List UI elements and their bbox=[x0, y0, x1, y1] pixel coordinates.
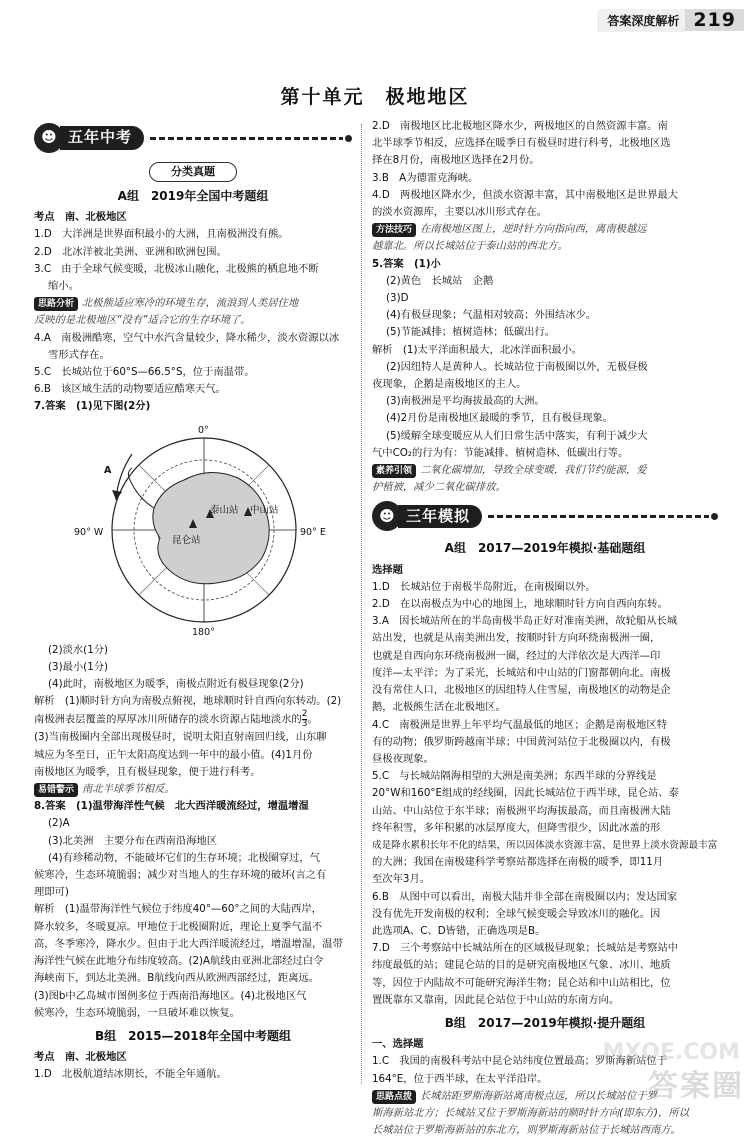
fraction-numerator: 2 bbox=[301, 709, 308, 720]
answer-line: 1.D 大洋洲是世界面积最小的大洲，且南极洲没有熊。 bbox=[34, 228, 289, 241]
analysis-line: 解析 (1)太平洋面积最大，北冰洋面积最小。 bbox=[372, 343, 583, 356]
left-column bbox=[34, 118, 352, 1084]
answer-line: 1.D 北极航道结冰期长，不能全年通航。 bbox=[34, 1068, 227, 1081]
answer-line: 7.D 三个考察站中长城站所在的区域极昼现象；长城站是考察站中 bbox=[372, 942, 679, 955]
banner-label: 五年中考 bbox=[60, 126, 144, 149]
answer-line: 的大洲；我国在南极建科学考察站都选择在南极的暖季，即11月 bbox=[372, 856, 664, 869]
map-label-taishan: 泰山站 bbox=[210, 504, 239, 516]
analysis-line: (5)缓解全球变暖应从人们日常生活中落实，有利于减少大 bbox=[386, 429, 648, 442]
group-title-a: A组 2017—2019年模拟·基础题组 bbox=[444, 541, 646, 556]
tip-badge: 思路点拨 bbox=[372, 1090, 416, 1104]
analysis-text: 南极洲表层覆盖的厚厚冰川所储存的淡水资源占陆地淡水的 bbox=[34, 713, 302, 726]
answer-line: 等，因位于内陆故不可能研究海洋生物；昆仑站和中山站相比，位 bbox=[372, 976, 671, 989]
analysis-line: 解析 (1)顺时针方向为南极点俯视，地球顺时针自西向东转动。(2) bbox=[34, 695, 342, 708]
answer-line: 5.答案 (1)小 bbox=[372, 257, 441, 270]
answer-line: 164°E，位于西半球，在太平洋沿岸。 bbox=[372, 1072, 548, 1085]
answer-line: 至次年3月。 bbox=[372, 873, 431, 886]
tip-text: 长城站距罗斯海新站离南极点远，所以长城站位于罗 bbox=[420, 1089, 657, 1102]
answer-line: (5)节能减排；植树造林；低碳出行。 bbox=[386, 326, 556, 339]
answer-line: (3)北美洲 主要分布在西南沿海地区 bbox=[48, 834, 218, 847]
analysis-line: 城应为冬至日，正午太阳高度达到一年中的最小值。(4)1月份 bbox=[34, 748, 313, 761]
category-pill: 分类真题 bbox=[149, 162, 237, 182]
fraction-denominator: 3 bbox=[301, 719, 308, 730]
analysis-line: 高，冬季寒冷，降水少。但由于北大西洋暖流经过，增温增湿，温带 bbox=[34, 937, 343, 950]
answer-line: 有的动物；俄罗斯跨越南半球；中国黄河站位于北极圈以内，有极 bbox=[372, 735, 671, 748]
answer-line: 鹅，北极熊生活在北极地区。 bbox=[372, 701, 506, 714]
tip-line bbox=[34, 295, 352, 312]
answer-line: 成是降水累积长年不化的结果，所以因体淡水资源丰富，是世界上淡水资源最丰富 bbox=[372, 839, 718, 851]
answer-line: 缩小。 bbox=[48, 280, 79, 293]
tip-badge: 方法技巧 bbox=[372, 223, 416, 237]
page-header bbox=[0, 0, 750, 62]
answer-line: (4)此时，南极地区为暖季，南极点附近有极昼现象(2分) bbox=[48, 678, 304, 691]
answer-line: 纬度最低的站；建昆仑站的目的是研究南极地区气象、冰川、地质 bbox=[372, 959, 671, 972]
answer-line: 没有常住人口，北极地区的因纽特人住雪屋，南极地区的动物是企 bbox=[372, 684, 671, 697]
analysis-line: (3)图b中乙岛城市图例多位于西南沿海地区。(4)北极地区气 bbox=[34, 989, 307, 1002]
analysis-line: 夜现象，企鹅是南极地区的主人。 bbox=[372, 378, 527, 391]
tip-line: 护植被，减少二氧化碳排放。 bbox=[372, 481, 506, 494]
answer-line: (2)A bbox=[48, 817, 70, 830]
answer-line: (4)有极昼现象；气温相对较高；外围结冰少。 bbox=[386, 309, 597, 322]
map-label-90e: 90° E bbox=[300, 526, 326, 538]
group-title-b: B组 2017—2019年模拟·提升题组 bbox=[444, 1015, 646, 1030]
analysis-line: 南极地区为暖季，且有极昼现象，便于进行科考。 bbox=[34, 765, 261, 778]
tip-text: 在南极地区图上，逆时针方向指向西，离南极越远 bbox=[420, 223, 647, 236]
analysis-line bbox=[34, 710, 352, 729]
answer-line: 也就是自西向东环绕南极洲一圈，经过的大洋依次是大西洋—印 bbox=[372, 649, 661, 662]
answer-line: 5.C 与长城站隔海相望的大洲是南美洲；东西半球的分界线是 bbox=[372, 770, 657, 783]
map-label-180deg: 180° bbox=[192, 626, 215, 638]
answer-line: 3.B A为德雷克海峡。 bbox=[372, 171, 479, 184]
tip-line: 越靠北。所以长城站位于泰山站的西北方。 bbox=[372, 240, 568, 253]
analysis-line: (3)当南极圈内全部出现极昼时，说明太阳直射南回归线，山东聊 bbox=[34, 731, 327, 744]
analysis-line: (2)因纽特人是黄种人。长城站位于南极圈以外，无极昼极 bbox=[386, 360, 648, 373]
analysis-line: 气中CO₂的行为有：节能减排、植树造林、低碳出行等。 bbox=[372, 446, 629, 459]
answer-line: 2.D 在以南极点为中心的地图上，地球顺时针方向自西向东转。 bbox=[372, 598, 668, 611]
analysis-line: 降水较多，冬暖夏凉。甲地位于北极圈附近，理论上夏季气温不 bbox=[34, 920, 323, 933]
tip-line bbox=[372, 221, 718, 238]
topic-heading: 考点 南、北极地区 bbox=[34, 1051, 127, 1064]
answer-line: 6.B 该区域生活的动物要适应酷寒天气。 bbox=[34, 383, 226, 396]
answer-line: 8.答案 (1)温带海洋性气候 北大西洋暖流经过，增温增湿 bbox=[34, 800, 309, 813]
answer-line: (3)最小(1分) bbox=[48, 660, 109, 673]
answer-line: 择在8月份，南极地区选择在2月份。 bbox=[372, 154, 540, 167]
answer-line: 雪形式存在。 bbox=[48, 348, 110, 361]
tip-text: 南北半球季节相反。 bbox=[82, 783, 175, 796]
tip-line: 斯海新站北方；长城站又位于罗斯海新站的顺时针方向(即东方)，所以 bbox=[372, 1106, 689, 1119]
group-title-b: B组 2015—2018年全国中考题组 bbox=[95, 1028, 291, 1043]
tip-line bbox=[372, 462, 718, 479]
answer-line: (4)有珍稀动物，不能破坏它们的生存环境；北极圈穿过，气 bbox=[48, 851, 321, 864]
answer-line: 的淡水资源库，主要以冰川形式存在。 bbox=[372, 206, 548, 219]
answer-line: 4.A 南极洲酷寒，空气中水汽含量较少，降水稀少，淡水资源以冰 bbox=[34, 331, 340, 344]
map-label-0deg: 0° bbox=[198, 424, 209, 436]
analysis-line: 海峡南下，到达北美洲。B航线向西从欧洲西部经过，距离远。 bbox=[34, 972, 320, 985]
tip-text: 北极熊适应寒冷的环境生存，流浪到人类居住地 bbox=[82, 297, 299, 310]
analysis-text: 。 bbox=[307, 713, 318, 726]
answer-line: 理即可) bbox=[34, 886, 69, 899]
answer-line: 山站、中山站位于东半球；南极洲平均海拔最高，而且南极洲大陆 bbox=[372, 804, 671, 817]
answer-line: (2)淡水(1分) bbox=[48, 643, 109, 656]
answer-line: 7.答案 (1)见下图(2分) bbox=[34, 400, 151, 413]
answer-line: 3.A 因长城站所在的半岛南极半岛正好对准南美洲，故轮船从长城 bbox=[372, 615, 678, 628]
analysis-line: (4)2月份是南极地区最暖的季节，且有极昼现象。 bbox=[386, 412, 614, 425]
antarctica-map bbox=[34, 418, 352, 638]
answer-line: 4.D 两极地区降水少，但淡水资源丰富，其中南极地区是世界最大 bbox=[372, 188, 679, 201]
answer-line: 1.C 我国的南极科考站中昆仑站纬度位置最高；罗斯海新站位于 bbox=[372, 1055, 668, 1068]
answer-line: (3)D bbox=[386, 292, 409, 305]
answer-line: 3.C 由于全球气候变暖，北极冰山融化，北极熊的栖息地不断 bbox=[34, 262, 319, 275]
tip-badge: 易错警示 bbox=[34, 783, 78, 797]
answer-line: 6.B 从图中可以看出，南极大陆并非全部在南极圈以内；发达国家 bbox=[372, 890, 678, 903]
tip-badge: 素养引领 bbox=[372, 464, 416, 478]
banner-rule bbox=[150, 137, 343, 140]
header-label: 答案深度解析 bbox=[597, 9, 685, 32]
mascot-icon: ☻ bbox=[372, 501, 402, 531]
banner-end-dot bbox=[345, 135, 352, 142]
group-title-a: A组 2019年全国中考题组 bbox=[117, 189, 269, 203]
banner-rule bbox=[488, 515, 709, 518]
tip-text: 二氧化碳增加，导致全球变暖，我们节约能源，爱 bbox=[420, 464, 647, 477]
watermark-logo: 答案圈 bbox=[648, 1069, 744, 1104]
analysis-line: 解析 (1)温带海洋性气候位于纬度40°—60°之间的大陆西岸， bbox=[34, 903, 322, 916]
unit-title: 第十单元 极地地区 bbox=[280, 86, 470, 108]
map-label-zhongshan: 中山站 bbox=[250, 504, 279, 516]
answer-line: 2.D 北冰洋被北美洲、亚洲和欧洲包围。 bbox=[34, 245, 227, 258]
watermark-url: MXQE.COM bbox=[602, 1040, 740, 1065]
answer-line: 1.D 长城站位于南极半岛附近，在南极圈以外。 bbox=[372, 580, 596, 593]
section-heading: 选择题 bbox=[372, 563, 403, 576]
tip-badge: 思路分析 bbox=[34, 297, 78, 311]
answer-line: (2)黄色 长城站 企鹅 bbox=[386, 274, 494, 287]
answer-line: 候寒冷，生态环境脆弱；减少对当地人的生存环境的破坏(言之有 bbox=[34, 869, 327, 882]
answer-line: 终年积雪，多年积累的冰层厚度大，但降雪很少，因此冰盖的形 bbox=[372, 821, 661, 834]
section-heading: 一、选择题 bbox=[372, 1038, 424, 1051]
map-label-kunlun: 昆仑站 bbox=[172, 534, 201, 546]
column-divider bbox=[361, 124, 362, 1084]
analysis-line: 海洋性气候在此地分布纬度较高。(2)A航线由亚洲北部经过白令 bbox=[34, 955, 324, 968]
answer-line: 4.C 南极洲是世界上年平均气温最低的地区；企鹅是南极地区特 bbox=[372, 718, 668, 731]
answer-line: 站出发，也就是从南美洲出发，按顺时针方向环绕南极洲一圈， bbox=[372, 632, 661, 645]
banner-label: 三年模拟 bbox=[398, 505, 482, 528]
page-number: 219 bbox=[685, 9, 744, 31]
tip-line: 长城站位于罗斯海新站的东北方，则罗斯海新站位于长城站西南方。 bbox=[372, 1124, 681, 1137]
answer-line: 北半球季节相反，应选择在暖季日有极昼时进行科考，北极地区选 bbox=[372, 137, 671, 150]
analysis-line: (3)南极洲是平均海拔最高的大洲。 bbox=[386, 395, 545, 408]
section-banner-three-years bbox=[372, 500, 718, 532]
answer-line: 没有优先开发南极的权利；全球气候变暖会导致冰川的融化。因 bbox=[372, 907, 661, 920]
answer-line: 20°W和160°E组成的经线圈，因此长城站位于西半球，昆仑站、泰 bbox=[372, 787, 679, 800]
answer-line: 2.D 南极地区比北极地区降水少，两极地区的自然资源丰富。南 bbox=[372, 120, 668, 132]
answer-line: 度洋—太平洋；为了采光，长城站和中山站的门窗都朝向北。南极 bbox=[372, 666, 671, 679]
answer-line: 5.C 长城站位于60°S—66.5°S，位于南温带。 bbox=[34, 366, 255, 379]
map-label-90w: 90° W bbox=[74, 526, 104, 538]
topic-heading: 考点 南、北极地区 bbox=[34, 211, 127, 224]
section-banner-five-years bbox=[34, 122, 352, 154]
analysis-line: 候寒冷，生态环境脆弱，一旦破坏难以恢复。 bbox=[34, 1006, 240, 1019]
header-tag bbox=[597, 8, 744, 32]
tip-line bbox=[34, 781, 352, 798]
mascot-icon: ☻ bbox=[34, 123, 64, 153]
answer-line: 置既靠东又靠南，因此昆仑站位于中山站的东南方向。 bbox=[372, 993, 620, 1006]
banner-end-dot bbox=[711, 513, 718, 520]
right-column bbox=[372, 118, 718, 1139]
answer-line: 昼极夜现象。 bbox=[372, 752, 434, 765]
answer-line: 此选项A、C、D皆错，正确选项是B。 bbox=[372, 924, 546, 937]
tip-line: 反映的是北极地区“没有”适合它的生存环境了。 bbox=[34, 314, 251, 327]
map-arrow-label: A bbox=[104, 464, 112, 476]
